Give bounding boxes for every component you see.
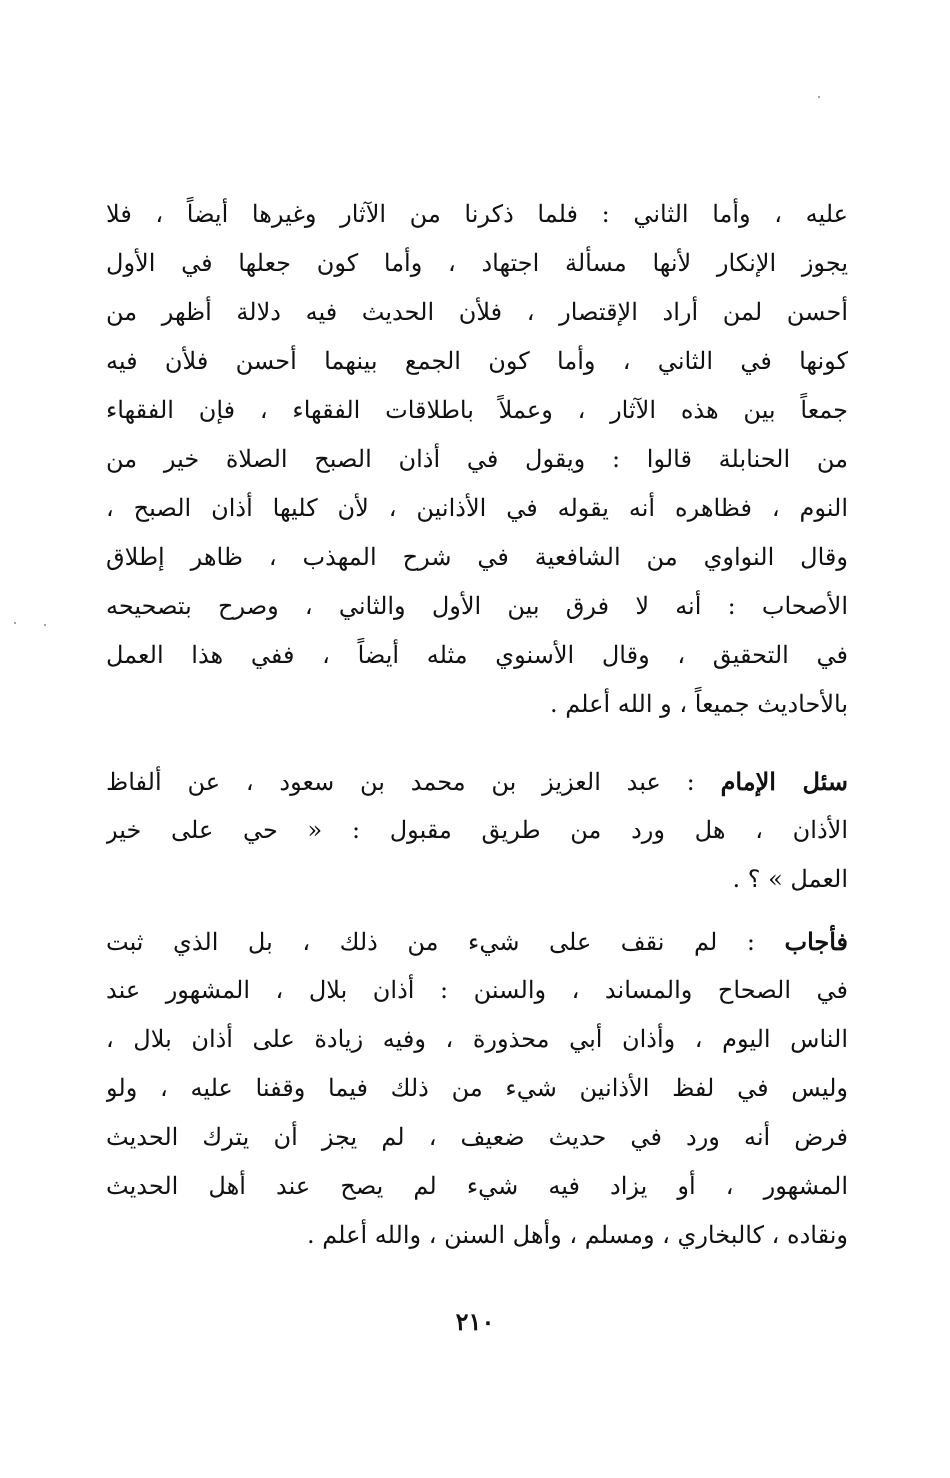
- scan-speck: [44, 624, 46, 626]
- text-line: النوم ، فظاهره أنه يقوله في الأذانين ، لأن كليها أذان الصبح ،: [106, 494, 848, 522]
- answer-lead: فأجاب: [784, 927, 848, 956]
- text-line: في الصحاح والمساند ، والسنن : أذان بلال ، المشهور عند: [106, 976, 848, 1004]
- text-line: جمعاً بين هذه الآثار ، وعملاً باطلاقات الفقهاء ، فإن الفقهاء: [106, 396, 848, 424]
- text-line: [106, 917, 848, 966]
- paragraph-continuation: [106, 190, 848, 729]
- text-line: من الحنابلة قالوا : ويقول في أذان الصبح الصلاة خير من: [106, 445, 848, 473]
- text-line: وليس في لفظ الأذانين شيء من ذلك فيما وقفنا عليه ، ولو: [106, 1074, 848, 1102]
- text-line: في التحقيق ، وقال الأسنوي مثله أيضاً ، ففي هذا العمل: [106, 641, 848, 669]
- answer-text: : لم نقف على شيء من ذلك ، بل الذي ثبت: [106, 928, 785, 956]
- scan-speck: [818, 96, 820, 98]
- question-lead: سئل الإمام: [720, 767, 848, 796]
- answer-paragraph: [106, 917, 848, 1260]
- text-line: أحسن لمن أراد الإقتصار ، فلأن الحديث فيه دلالة أظهر من: [106, 298, 848, 326]
- text-line: عليه ، وأما الثاني : فلما ذكرنا من الآثار وغيرها أيضاً ، فلا: [106, 200, 848, 228]
- question-text: : عبد العزيز بن محمد بن سعود ، عن ألفاظ: [106, 768, 721, 796]
- text-line: يجوز الإنكار لأنها مسألة اجتهاد ، وأما كون جعلها في الأول: [106, 249, 848, 277]
- scan-speck: [14, 622, 16, 624]
- text-line: فرض أنه ورد في حديث ضعيف ، لم يجز أن يترك الحديث: [106, 1123, 848, 1151]
- text-line: الناس اليوم ، وأذان أبي محذورة ، وفيه زيادة على أذان بلال ،: [106, 1025, 848, 1053]
- text-line: [106, 757, 848, 806]
- text-line: الأذان ، هل ورد من طريق مقبول : « حي على خير: [106, 816, 848, 844]
- text-line: المشهور ، أو يزاد فيه شيء لم يصح عند أهل الحديث: [106, 1172, 848, 1200]
- text-line: الأصحاب : أنه لا فرق بين الأول والثاني ، وصرح بتصحيحه: [106, 592, 848, 620]
- text-line: ونقاده ، كالبخاري ، ومسلم ، وأهل السنن ، والله أعلم .: [306, 1221, 848, 1249]
- text-line: بالأحاديث جميعاً ، و الله أعلم .: [549, 690, 848, 718]
- question-paragraph: [106, 757, 848, 904]
- text-line: وقال النواوي من الشافعية في شرح المهذب ، ظاهر إطلاق: [106, 543, 848, 571]
- page-number: ٢١٠: [455, 1307, 495, 1336]
- text-line: العمل » ؟ .: [732, 865, 848, 893]
- text-line: كونها في الثاني ، وأما كون الجمع بينهما أحسن فلأن فيه: [106, 347, 848, 375]
